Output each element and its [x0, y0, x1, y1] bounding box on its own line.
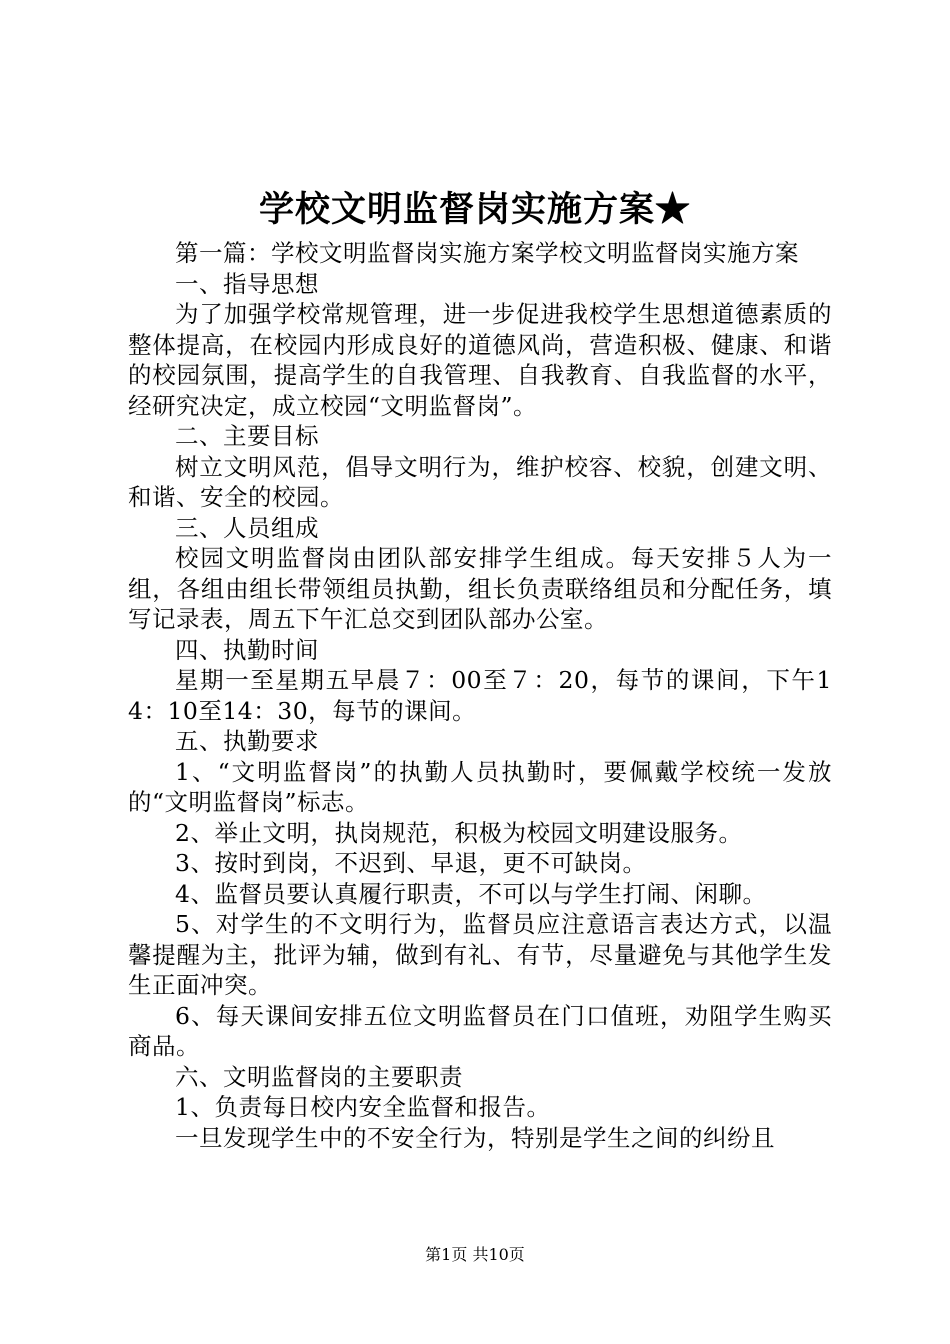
paragraph: 一旦发现学生中的不安全行为，特别是学生之间的纠纷且 — [175, 1123, 775, 1152]
paragraph: 树立文明风范，倡导文明行为，维护校容、校貌，创建文明、和谐、安全的校园。 — [128, 452, 832, 511]
document-title: 学校文明监督岗实施方案★ — [258, 189, 691, 230]
section-heading: 二、主要目标 — [175, 422, 319, 450]
list-item: 3、按时到岗，不迟到、早退，更不可缺岗。 — [175, 849, 647, 877]
list-item: 1、“文明监督岗”的执勤人员执勤时，要佩戴学校统一发放的“文明监督岗”标志。 — [128, 757, 832, 816]
paragraph: 星期一至星期五早晨７：00至７：20，每节的课间，下午14：10至14：30，每节的课间。 — [128, 666, 832, 725]
list-item: 5、对学生的不文明行为，监督员应注意语言表达方式，以温馨提醒为主，批评为辅，做到有礼、有节，尽量避免与其他学生发生正面冲突。 — [128, 910, 832, 999]
section-heading: 六、文明监督岗的主要职责 — [175, 1062, 463, 1091]
document-body — [128, 238, 832, 1153]
list-item: 6、每天课间安排五位文明监督员在门口值班，劝阻学生购买商品。 — [128, 1001, 832, 1060]
paragraph: 为了加强学校常规管理，进一步促进我校学生思想道德素质的整体提高，在校园内形成良好的道德风尚，营造积极、健康、和谐的校园氛围，提高学生的自我管理、自我教育、自我监督的水平，经研究决定，成立校园“文明监督岗”。 — [128, 300, 832, 420]
paragraph: 校园文明监督岗由团队部安排学生组成。每天安排５人为一组，各组由组长带领组员执勤，组长负责联络组员和分配任务，填写记录表，周五下午汇总交到团队部办公室。 — [128, 544, 832, 633]
list-item: 1、负责每日校内安全监督和报告。 — [175, 1093, 551, 1121]
paragraph: 第一篇：学校文明监督岗实施方案学校文明监督岗实施方案 — [175, 239, 799, 267]
section-heading: 三、人员组成 — [175, 513, 319, 542]
section-heading: 一、指导思想 — [175, 269, 319, 298]
section-heading: 五、执勤要求 — [175, 727, 319, 755]
list-item: 4、监督员要认真履行职责，不可以与学生打闹、闲聊。 — [175, 879, 767, 908]
page-footer: 第1页 共10页 — [425, 1245, 525, 1264]
list-item: 2、举止文明，执岗规范，积极为校园文明建设服务。 — [175, 818, 743, 847]
section-heading: 四、执勤时间 — [175, 635, 319, 664]
